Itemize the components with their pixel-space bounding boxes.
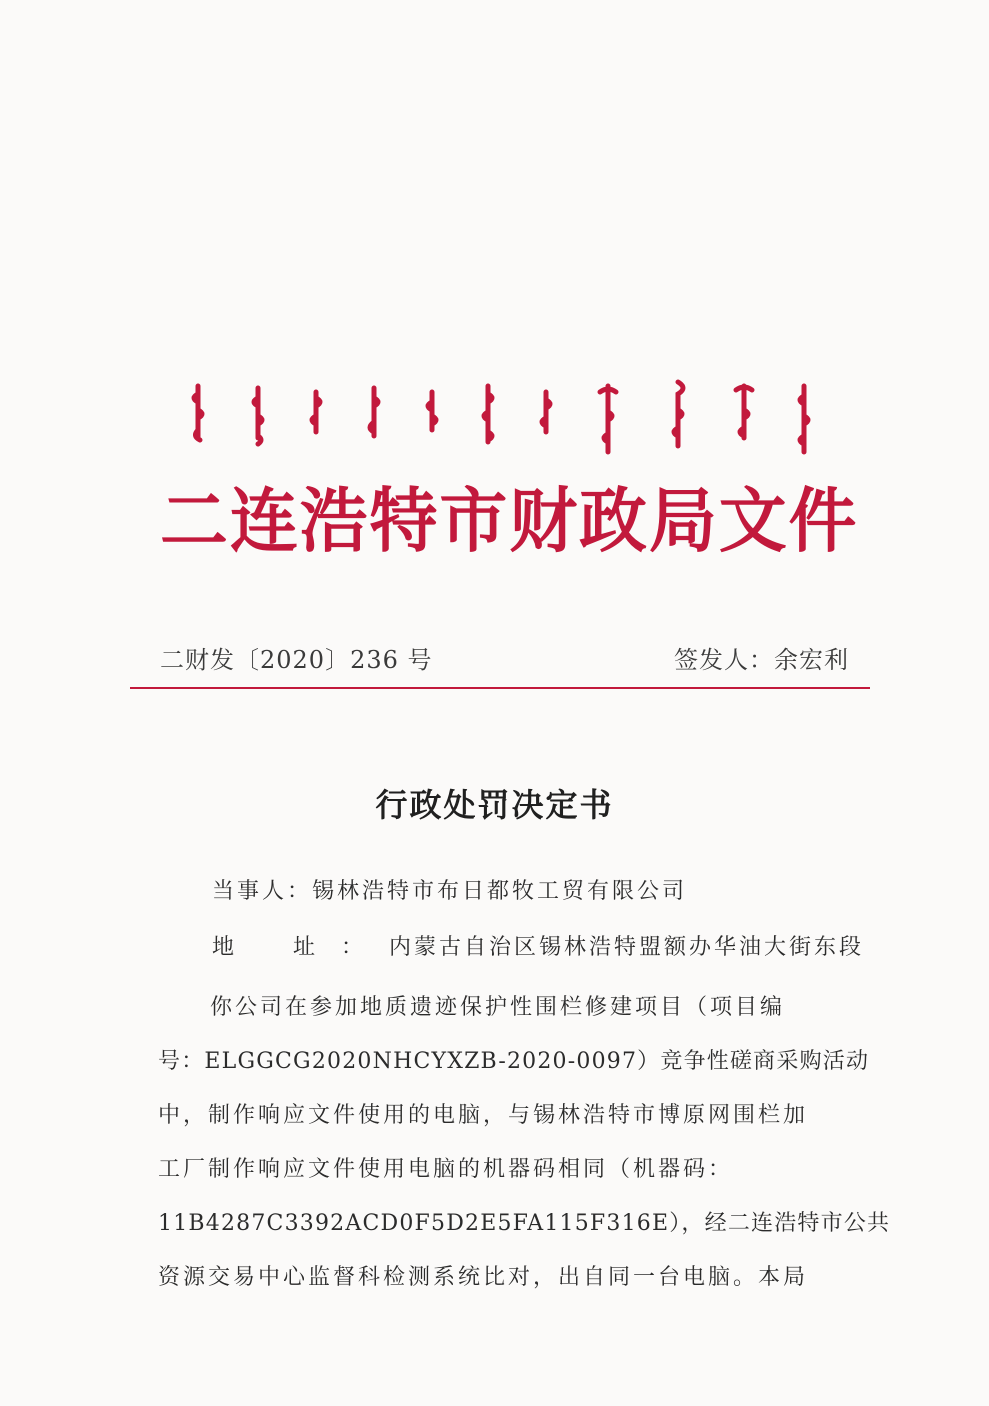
address-line: [212, 930, 864, 961]
party-value: 锡林浩特市布日都牧工贸有限公司: [312, 879, 688, 904]
mongolian-script-graphic: [188, 376, 828, 466]
header-divider: [130, 687, 870, 689]
mongolian-script-heading: [188, 376, 828, 466]
body-paragraph: [158, 981, 891, 1305]
body-line: 工厂制作响应文件使用电脑的机器码相同（机器码：: [158, 1157, 734, 1182]
body-line: 中，制作响应文件使用的电脑，与锡林浩特市博原网围栏加: [158, 1103, 809, 1128]
party-line: [212, 874, 687, 905]
issuer-signature: 签发人：余宏利: [674, 646, 849, 674]
body-line: 11B4287C3392ACD0F5D2E5FA115F316E），经二连浩特市公共: [158, 1211, 891, 1236]
agency-document-title: 二连浩特市财政局文件: [160, 479, 859, 562]
address-label: 地 址：: [212, 935, 389, 960]
party-label: 当事人：: [212, 879, 313, 904]
address-value: 内蒙古自治区锡林浩特盟额办华油大街东段: [389, 935, 865, 960]
body-line: 号：ELGGCG2020NHCYXZB-2020-0097）竞争性磋商采购活动: [158, 1049, 870, 1074]
body-line: 你公司在参加地质遗迹保护性围栏修建项目（项目编: [210, 995, 786, 1020]
body-line: 资源交易中心监督科检测系统比对，出自同一台电脑。本局: [158, 1265, 809, 1290]
decision-title: 行政处罚决定书: [375, 786, 614, 824]
document-number: 二财发〔2020〕236 号: [160, 646, 433, 674]
